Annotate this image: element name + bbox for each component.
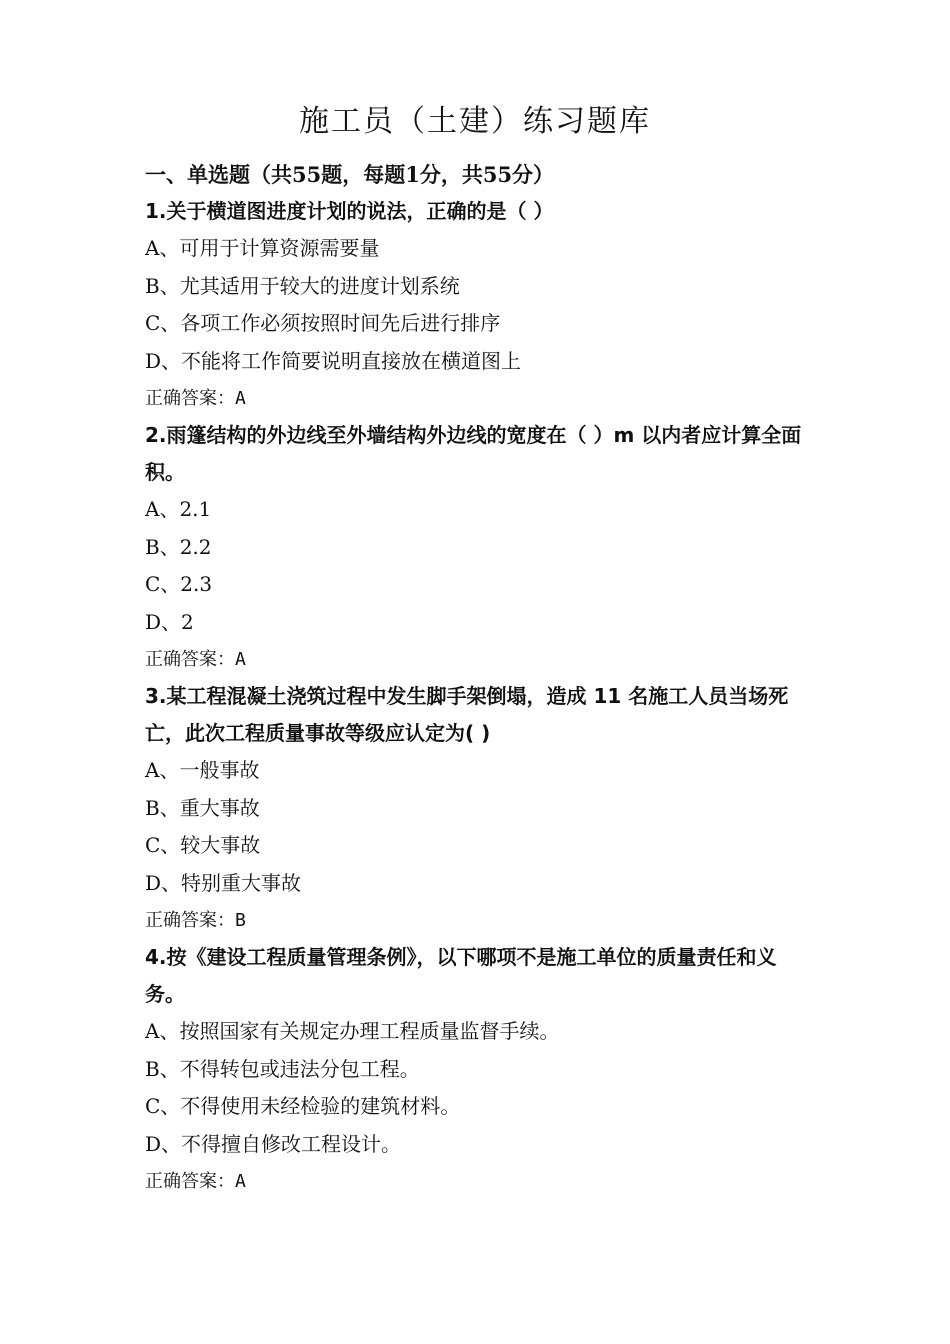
answer-value: A <box>235 649 246 670</box>
option-a: A、一般事故 <box>145 758 260 782</box>
option-d: D、不得擅自修改工程设计。 <box>145 1131 402 1156</box>
answer-label: 正确答案： <box>145 1171 235 1192</box>
option-a: A、按照国家有关规定办理工程质量监督手续。 <box>145 1019 560 1043</box>
option-c: C、不得使用未经检验的建筑材料。 <box>145 1094 461 1118</box>
question-list <box>145 156 815 1200</box>
option-d: D、2 <box>145 609 194 634</box>
answer-value: A <box>235 388 246 409</box>
option-b: B、重大事故 <box>145 795 260 820</box>
option-d: D、特别重大事故 <box>145 870 302 895</box>
option-d: D、不能将工作简要说明直接放在横道图上 <box>145 348 522 373</box>
option-b: B、2.2 <box>145 534 212 559</box>
option-b: B、尤其适用于较大的进度计划系统 <box>145 273 460 298</box>
question-block <box>145 939 815 1200</box>
option-c: C、各项工作必须按照时间先后进行排序 <box>145 311 501 335</box>
correct-answer <box>145 902 815 939</box>
answer-label: 正确答案： <box>145 649 235 670</box>
question-text: 1.关于横道图进度计划的说法，正确的是（ ） <box>145 199 554 223</box>
question-text: 2.雨篷结构的外边线至外墙结构外边线的宽度在（ ）m 以内者应计算全面积。 <box>145 423 802 484</box>
answer-value: B <box>235 910 246 931</box>
section-heading: 一、单选题（共55题，每题1分，共55分） <box>145 162 555 187</box>
option-c: C、较大事故 <box>145 833 261 857</box>
option-a: A、2.1 <box>145 497 212 521</box>
correct-answer <box>145 641 815 678</box>
question-block <box>145 417 815 678</box>
correct-answer <box>145 380 815 417</box>
question-text: 3.某工程混凝土浇筑过程中发生脚手架倒塌，造成 11 名施工人员当场死亡，此次工程质量事故等级应认定为( ) <box>145 684 789 745</box>
option-b: B、不得转包或违法分包工程。 <box>145 1056 420 1081</box>
question-block <box>145 193 815 417</box>
option-c: C、2.3 <box>145 572 213 596</box>
answer-label: 正确答案： <box>145 910 235 931</box>
question-text: 4.按《建设工程质量管理条例》，以下哪项不是施工单位的质量责任和义务。 <box>145 945 777 1006</box>
document-title: 施工员（土建）练习题库 <box>299 104 651 139</box>
correct-answer <box>145 1163 815 1200</box>
answer-value: A <box>235 1171 246 1192</box>
answer-label: 正确答案： <box>145 388 235 409</box>
question-block <box>145 678 815 939</box>
option-a: A、可用于计算资源需要量 <box>145 236 380 260</box>
